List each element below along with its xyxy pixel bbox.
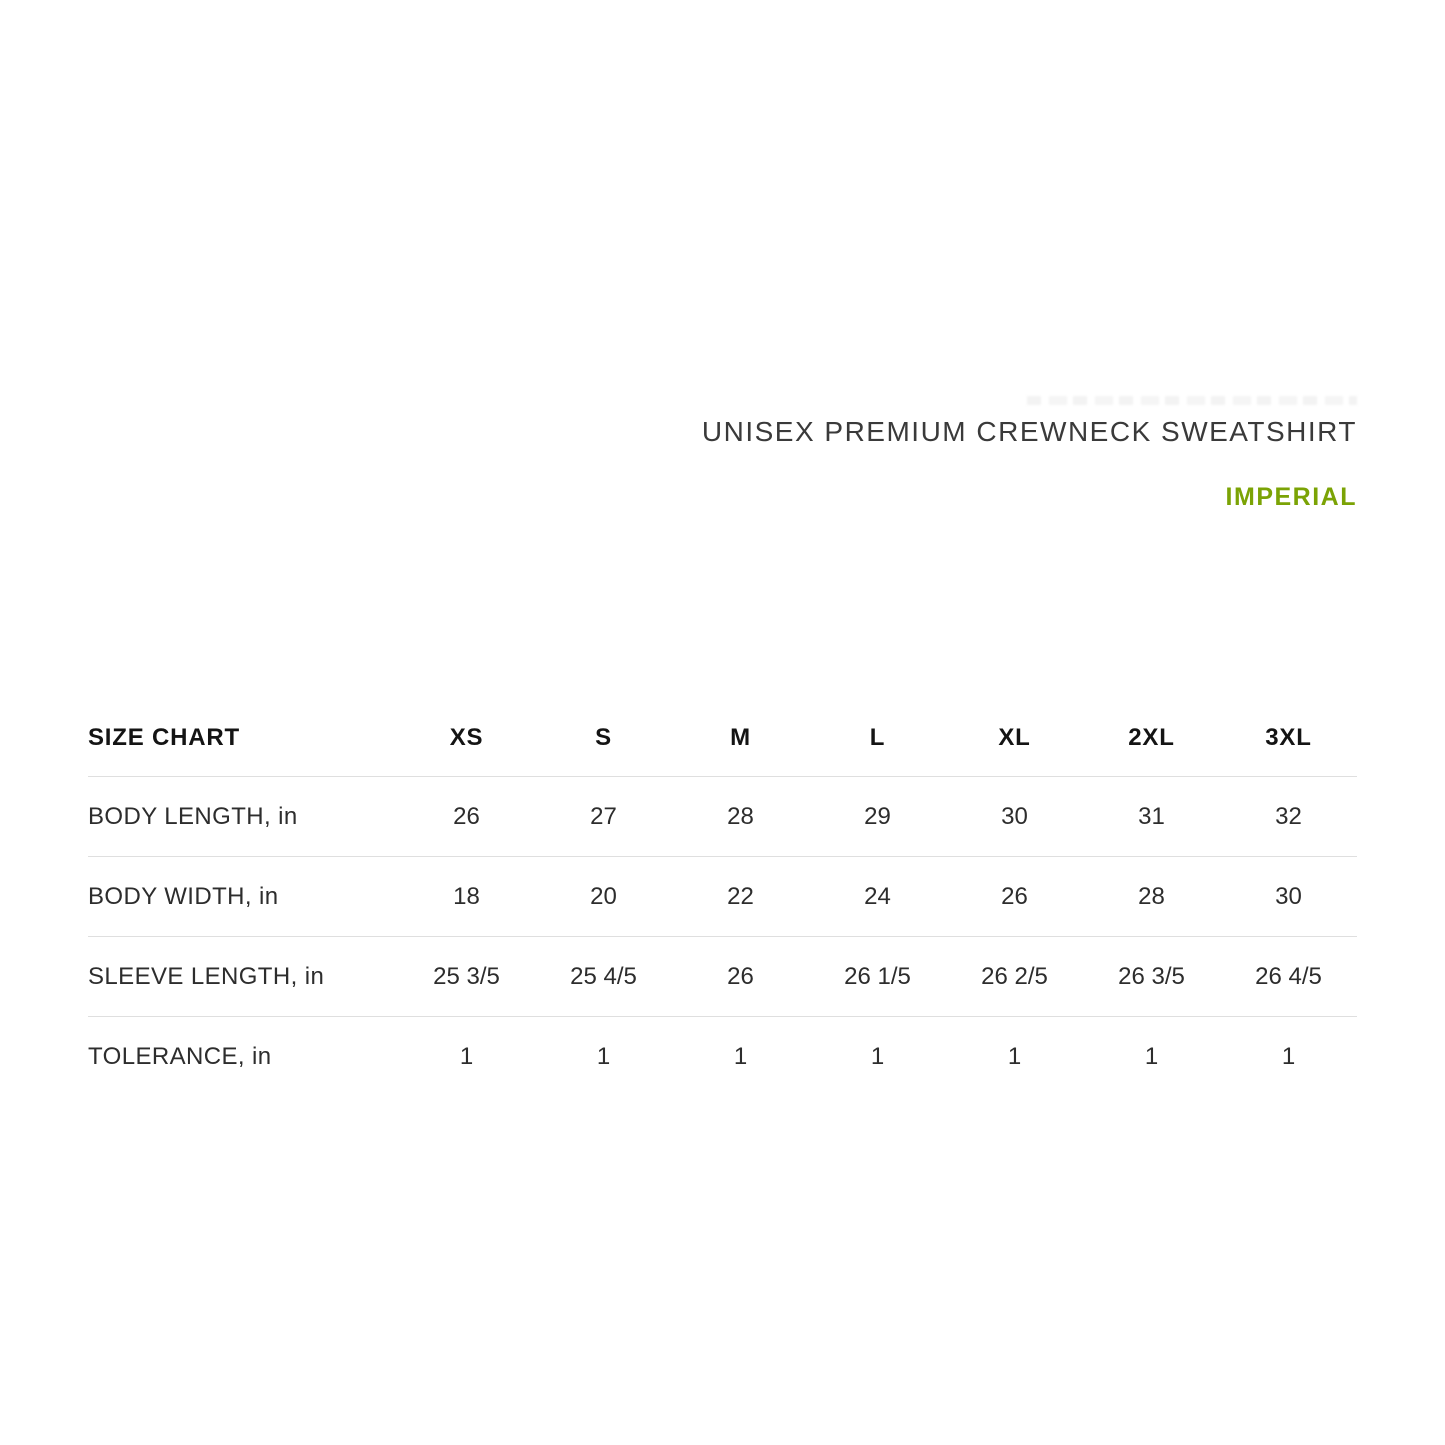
size-cell: 27 (590, 802, 617, 830)
table-header-row (88, 700, 1357, 776)
table-row-tolerance (88, 1016, 1357, 1096)
size-cell: 1 (596, 1042, 611, 1070)
heading-block (702, 414, 1357, 512)
row-label: BODY LENGTH, in (88, 802, 298, 830)
size-cell: 26 3/5 (1118, 962, 1185, 990)
column-header-s: S (595, 724, 612, 751)
table-row-body-width (88, 856, 1357, 936)
size-cell: 1 (870, 1042, 885, 1070)
product-title: UNISEX PREMIUM CREWNECK SWEATSHIRT (701, 416, 1357, 447)
size-chart-table (88, 700, 1357, 1096)
size-cell: 1 (1007, 1042, 1022, 1070)
size-cell: 25 4/5 (570, 962, 637, 990)
size-chart-corner-label: SIZE CHART (88, 724, 240, 751)
size-cell: 29 (864, 802, 891, 830)
column-header-l: L (869, 724, 886, 751)
column-header-m: M (730, 724, 751, 751)
size-cell: 28 (727, 802, 754, 830)
size-cell: 25 3/5 (433, 962, 500, 990)
size-cell: 1 (459, 1042, 474, 1070)
size-cell: 1 (1281, 1042, 1296, 1070)
size-cell: 28 (1138, 882, 1165, 910)
row-label: SLEEVE LENGTH, in (88, 962, 325, 990)
row-label: BODY WIDTH, in (88, 882, 279, 910)
column-header-xs: XS (449, 724, 484, 751)
size-cell: 22 (727, 882, 754, 910)
size-cell: 24 (864, 882, 891, 910)
row-label: TOLERANCE, in (88, 1042, 272, 1070)
size-cell: 26 (727, 962, 754, 990)
size-cell: 20 (590, 882, 617, 910)
size-cell: 26 (1001, 882, 1028, 910)
table-row-body-length (88, 776, 1357, 856)
size-cell: 30 (1001, 802, 1028, 830)
column-header-2xl: 2XL (1128, 724, 1175, 751)
column-header-3xl: 3XL (1265, 724, 1312, 751)
size-cell: 30 (1275, 882, 1302, 910)
size-cell: 26 1/5 (844, 962, 911, 990)
size-cell: 18 (453, 882, 480, 910)
column-header-xl: XL (998, 724, 1031, 751)
size-cell: 1 (1144, 1042, 1159, 1070)
faint-watermark-text (1027, 396, 1357, 405)
size-cell: 26 2/5 (981, 962, 1048, 990)
size-cell: 26 4/5 (1255, 962, 1322, 990)
size-cell: 26 (453, 802, 480, 830)
unit-system-label: IMPERIAL (1225, 483, 1357, 511)
table-row-sleeve-length (88, 936, 1357, 1016)
size-cell: 32 (1275, 802, 1302, 830)
size-cell: 31 (1138, 802, 1165, 830)
size-cell: 1 (733, 1042, 748, 1070)
